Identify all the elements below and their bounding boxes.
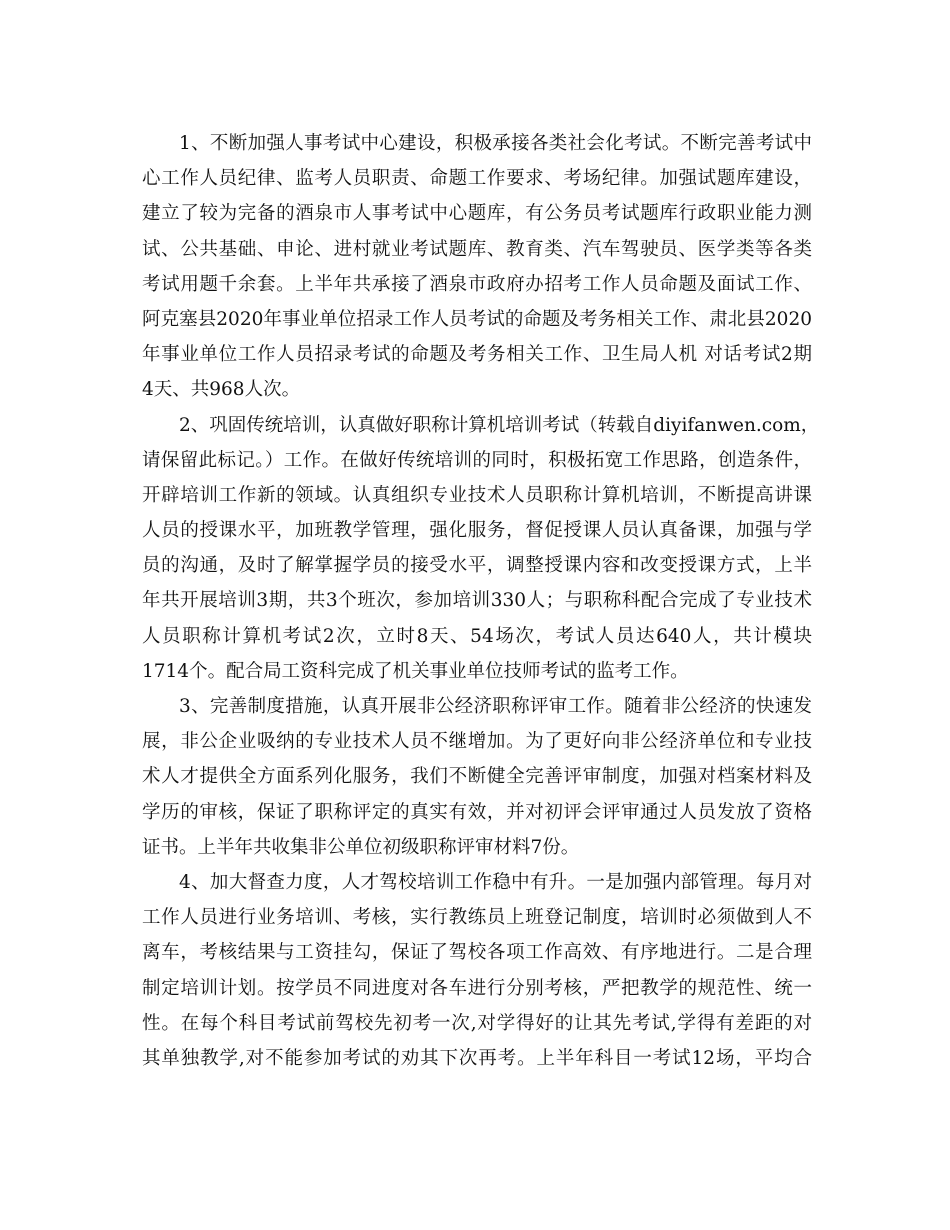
paragraph-line: 学历的审核，保证了职称评定的真实有效，并对初评会评审通过人员发放了资格 [142, 801, 812, 823]
paragraph-line: 年共开展培训3期，共3个班次，参加培训330人；与职称科配合完成了专业技术 [142, 590, 812, 612]
paragraph-line: 员的沟通，及时了解掌握学员的接受水平，调整授课内容和改变授课方式，上半 [142, 555, 812, 577]
document-body [142, 126, 820, 1076]
paragraph-line: 建立了较为完备的酒泉市人事考试中心题库，有公务员考试题库行政职业能力测 [142, 203, 812, 225]
paragraph-line: 展，非公企业吸纳的专业技术人员不继增加。为了更好向非公经济单位和专业技 [142, 731, 812, 753]
paragraph-1 [142, 126, 812, 408]
paragraph-line: 阿克塞县2020年事业单位招录工作人员考试的命题及考务相关工作、肃北县2020 [142, 308, 812, 330]
paragraph-line: 制定培训计划。按学员不同进度对各车进行分别考核，严把教学的规范性、统一 [142, 977, 812, 999]
paragraph-line: 离车，考核结果与工资挂勾，保证了驾校各项工作高效、有序地进行。二是合理 [142, 942, 812, 964]
paragraph-3 [142, 689, 812, 865]
paragraph-line: 开辟培训工作新的领域。认真组织专业技术人员职称计算机培训，不断提高讲课 [142, 484, 812, 506]
paragraph-line: 3、完善制度措施，认真开展非公经济职称评审工作。随着非公经济的快速发 [179, 696, 812, 717]
paragraph-line: 人员的授课水平，加班教学管理，强化服务，督促授课人员认真备课，加强与学 [142, 520, 812, 542]
paragraph-line: 1714个。配合局工资科完成了机关事业单位技师考试的监考工作。 [142, 660, 689, 682]
paragraph-line: 4天、共968人次。 [142, 379, 301, 401]
paragraph-line: 心工作人员纪律、监考人员职责、命题工作要求、考场纪律。加强试题库建设， [142, 168, 812, 190]
paragraph-line: 其单独教学,对不能参加考试的劝其下次再考。上半年科目一考试12场，平均合 [142, 1047, 812, 1069]
paragraph-line: 考试用题千余套。上半年共承接了酒泉市政府办招考工作人员命题及面试工作、 [142, 273, 812, 295]
paragraph-line: 证书。上半年共收集非公单位初级职称评审材料7份。 [142, 836, 580, 858]
paragraph-line: 1、不断加强人事考试中心建设，积极承接各类社会化考试。不断完善考试中 [179, 133, 812, 154]
paragraph-line: 工作人员进行业务培训、考核，实行教练员上班登记制度，培训时必须做到人不 [142, 907, 812, 929]
paragraph-line: 性。在每个科目考试前驾校先初考一次,对学得好的让其先考试,学得有差距的对 [142, 1012, 812, 1034]
paragraph-line: 请保留此标记。）工作。在做好传统培训的同时，积极拓宽工作思路，创造条件， [142, 449, 812, 471]
paragraph-line: 术人才提供全方面系列化服务，我们不断健全完善评审制度，加强对档案材料及 [142, 766, 812, 788]
paragraph-line: 试、公共基础、申论、进村就业考试题库、教育类、汽车驾驶员、医学类等各类 [142, 238, 812, 260]
paragraph-line: 年事业单位工作人员招录考试的命题及考务相关工作、卫生局人机 对话考试2期 [142, 344, 812, 366]
paragraph-4 [142, 865, 812, 1076]
paragraph-line: 4、加大督查力度，人才驾校培训工作稳中有升。一是加强内部管理。每月对 [179, 871, 812, 893]
paragraph-line: 人员职称计算机考试2次，立时8天、54场次，考试人员达640人，共计模块 [142, 625, 812, 647]
paragraph-line: 2、巩固传统培训，认真做好职称计算机培训考试（转载自diyifanwen.com， [179, 414, 820, 436]
paragraph-2 [142, 408, 820, 690]
